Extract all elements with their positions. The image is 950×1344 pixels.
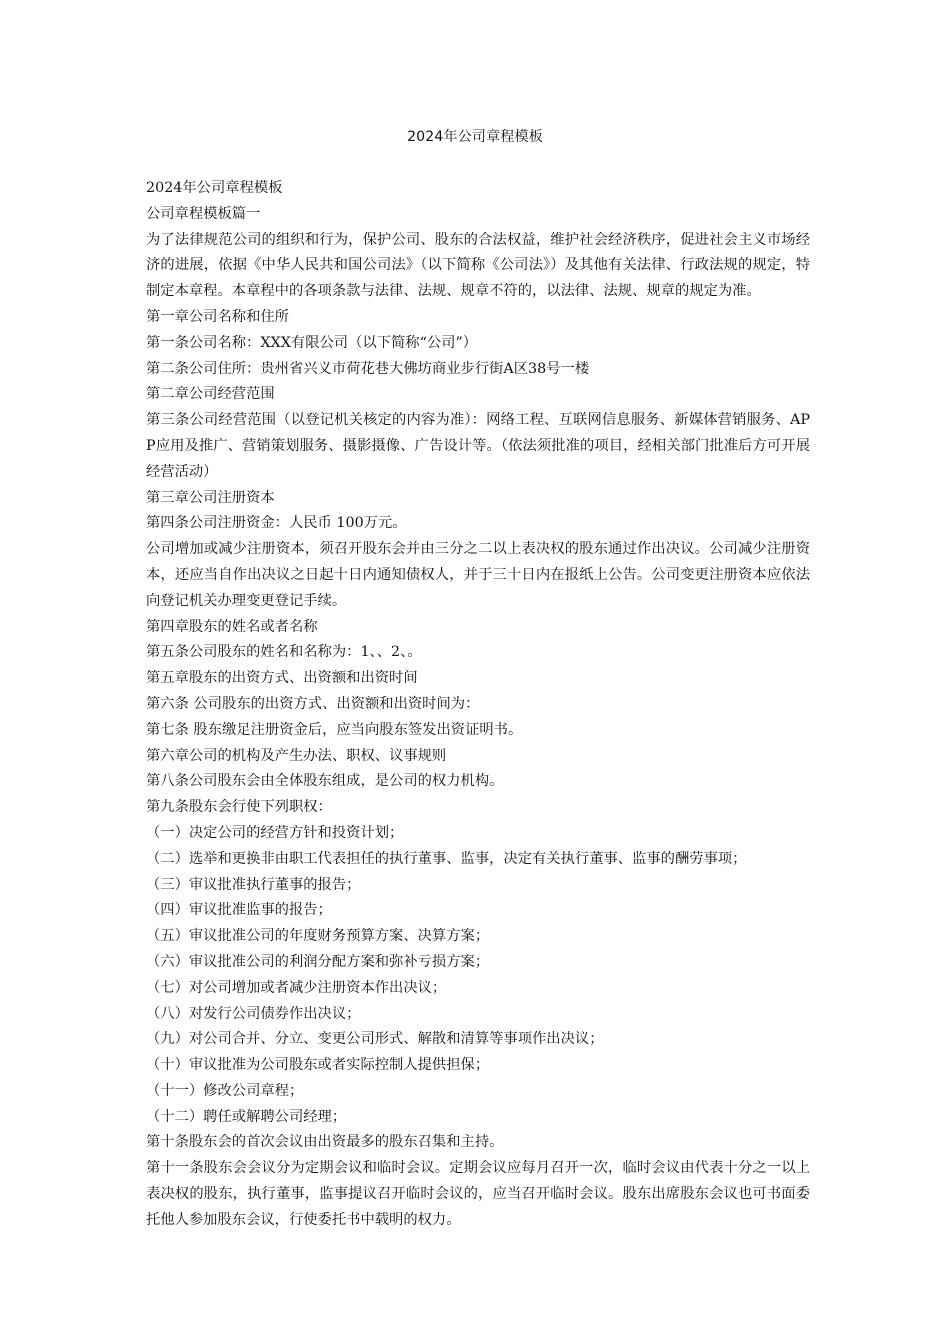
body-line: 第七条 股东缴足注册资金后，应当向股东签发出资证明书。 bbox=[146, 721, 523, 738]
body-line: 第六条 公司股东的出资方式、出资额和出资时间为： bbox=[146, 695, 480, 712]
page-header-title: 2024年公司章程模板 bbox=[407, 129, 543, 145]
document-body bbox=[146, 176, 810, 1234]
body-line: 第四章股东的姓名或者名称 bbox=[146, 618, 318, 635]
body-line: 第五章股东的出资方式、出资额和出资时间 bbox=[146, 670, 418, 687]
body-line: （十二）聘任或解聘公司经理； bbox=[146, 1108, 347, 1125]
body-line: （六）审议批准公司的利润分配方案和弥补亏损方案； bbox=[146, 953, 490, 970]
body-line: 第四条公司注册资金：人民币 100万元。 bbox=[146, 515, 407, 532]
body-line: （二）选举和更换非由职工代表担任的执行董事、监事，决定有关执行董事、监事的酬劳事项； bbox=[146, 850, 747, 867]
body-paragraph: 第三条公司经营范围（以登记机关核定的内容为准）：网络工程、互联网信息服务、新媒体营销服务、APP应用及推广、营销策划服务、摄影摄像、广告设计等。（依法须批准的项目，经相关部门批准后方可开展经营活动） bbox=[146, 412, 810, 480]
body-line: （七）对公司增加或者减少注册资本作出决议； bbox=[146, 979, 447, 996]
body-line: 第一章公司名称和住所 bbox=[146, 308, 289, 325]
body-line: （一）决定公司的经营方针和投资计划； bbox=[146, 824, 404, 841]
body-line: 第九条股东会行使下列职权： bbox=[146, 799, 332, 816]
body-line: （三）审议批准执行董事的报告； bbox=[146, 876, 361, 893]
body-line: （八）对发行公司债券作出决议； bbox=[146, 1005, 361, 1022]
body-line: 公司章程模板篇一 bbox=[146, 205, 261, 222]
body-line: 第三章公司注册资本 bbox=[146, 489, 275, 506]
body-line: （五）审议批准公司的年度财务预算方案、决算方案； bbox=[146, 928, 490, 945]
body-paragraph: 第十一条股东会会议分为定期会议和临时会议。定期会议应每月召开一次，临时会议由代表十分之一以上表决权的股东，执行董事，监事提议召开临时会议的，应当召开临时会议。股东出席股东会议也可书面委托他人参加股东会议，行使委托书中载明的权力。 bbox=[146, 1160, 810, 1228]
body-line: 第五条公司股东的姓名和名称为：1、、2、。 bbox=[146, 644, 422, 661]
body-line: （九）对公司合并、分立、变更公司形式、解散和清算等事项作出决议； bbox=[146, 1031, 604, 1048]
body-paragraph: 公司增加或减少注册资本，须召开股东会并由三分之二以上表决权的股东通过作出决议。公司减少注册资本，还应当自作出决议之日起十日内通知债权人，并于三十日内在报纸上公告。公司变更注册资本应依法向登记机关办理变更登记手续。 bbox=[146, 541, 810, 609]
body-line: 2024年公司章程模板 bbox=[146, 180, 283, 196]
body-line: （十一）修改公司章程； bbox=[146, 1082, 304, 1099]
body-line: 第二章公司经营范围 bbox=[146, 386, 275, 403]
body-line: 第二条公司住所：贵州省兴义市荷花巷大佛坊商业步行街A区38号一楼 bbox=[146, 360, 590, 377]
body-line: （四）审议批准监事的报告； bbox=[146, 902, 332, 919]
body-paragraph: 为了法律规范公司的组织和行为，保护公司、股东的合法权益，维护社会经济秩序，促进社会主义市场经济的进展，依据《中华人民共和国公司法》（以下简称《公司法》）及其他有关法律、行政法规的规定，特制定本章程。本章程中的各项条款与法律、法规、规章不符的，以法律、法规、规章的规定为准。 bbox=[146, 231, 810, 300]
body-line: 第六章公司的机构及产生办法、职权、议事规则 bbox=[146, 747, 447, 764]
body-line: （十）审议批准为公司股东或者实际控制人提供担保； bbox=[146, 1057, 490, 1074]
body-line: 第八条公司股东会由全体股东组成，是公司的权力机构。 bbox=[146, 773, 504, 790]
body-line: 第十条股东会的首次会议由出资最多的股东召集和主持。 bbox=[146, 1134, 504, 1151]
body-line: 第一条公司名称：XXX有限公司（以下简称“公司”） bbox=[146, 334, 478, 351]
